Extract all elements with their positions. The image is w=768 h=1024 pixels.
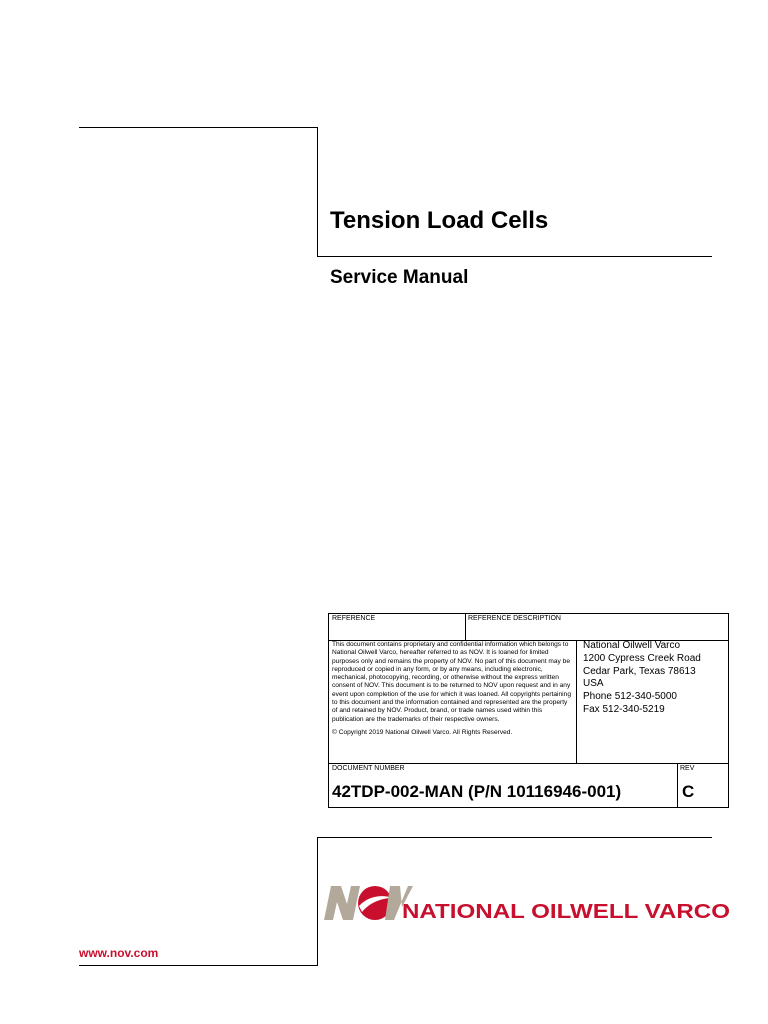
address-company: National Oilwell Varco: [583, 640, 681, 651]
logo-letter-n: [324, 886, 360, 920]
top-left-rule: [79, 127, 318, 128]
logo-wordmark: NATIONAL OILWELL VARCO: [402, 901, 730, 923]
reference-label: REFERENCE: [332, 615, 376, 622]
address-street: 1200 Cypress Creek Road: [583, 652, 701, 664]
document-subtitle: Service Manual: [330, 267, 469, 288]
website-link[interactable]: www.nov.com: [79, 946, 159, 960]
legal-notice: [332, 641, 574, 737]
table-divider: [329, 763, 728, 764]
rev-label: REV: [680, 765, 695, 772]
table-divider: [576, 640, 577, 763]
address-fax: Fax 512-340-5219: [583, 703, 665, 715]
company-address: [583, 640, 728, 717]
top-vertical-rule: [317, 127, 318, 257]
address-country: USA: [583, 678, 604, 690]
table-divider: [465, 614, 466, 640]
reference-description-label: REFERENCE DESCRIPTION: [468, 615, 561, 622]
copyright-text: © Copyright 2019 National Oilwell Varco. All Rights Reserved.: [332, 728, 513, 736]
bottom-left-rule: [79, 965, 318, 966]
address-phone: Phone 512-340-5000: [583, 691, 677, 703]
address-city: Cedar Park, Texas 78613: [583, 665, 696, 677]
nov-logo-mark: [324, 886, 413, 920]
table-divider: [677, 763, 678, 807]
nov-logo: [322, 882, 732, 924]
bottom-vertical-rule: [317, 837, 318, 966]
document-info-table: [328, 613, 729, 808]
confidentiality-text: This document contains proprietary and confidential information which belongs to National Oilwell Varco, hereafter referred to as NOV. It is loaned for limited purposes only and remains the property of NOV. No part of this document may be reproduced or copied in any form, or by any means, including electronic, mechanical, photocopying, recording, or otherwise without the express written consent of NOV. This document is to be returned to NOV upon request and in any event upon completion of the use for which it was loaned. All copyrights pertaining to this document and the information contained and represented are the property of and retained by NOV. Product, brand, or trade names used within this publication are the trademarks of their respective owners.: [332, 641, 571, 723]
document-title: Tension Load Cells: [330, 207, 549, 234]
bottom-top-rule: [317, 837, 712, 838]
rev-value: C: [682, 782, 695, 801]
document-number: 42TDP-002-MAN (P/N 10116946-001): [332, 782, 622, 801]
title-rule: [317, 256, 712, 257]
document-number-label: DOCUMENT NUMBER: [332, 765, 405, 772]
